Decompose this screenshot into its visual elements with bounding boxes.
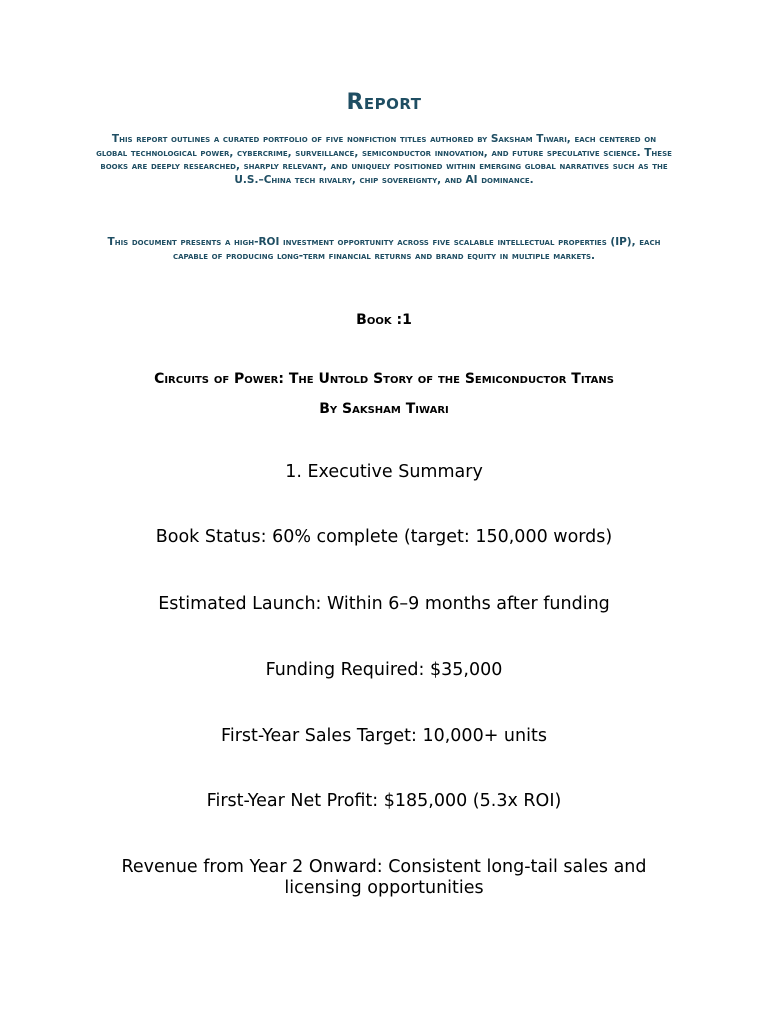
intro-paragraph-investment: This document presents a high-ROI investment opportunity across five scalable intellectual properties (IP), each capable of producing long-term financial returns and brand equity in multiple markets. (107, 236, 661, 262)
book-author-heading: By Saksham Tiwari (319, 401, 449, 417)
book-title-heading: Circuits of Power: The Untold Story of the Semiconductor Titans (154, 371, 614, 387)
summary-item-funding-required: Funding Required: $35,000 (265, 660, 503, 680)
book-number-heading: Book :1 (356, 312, 412, 328)
summary-item-revenue-year-2: Revenue from Year 2 Onward: Consistent long-tail sales and licensing opportunities (121, 857, 647, 898)
summary-item-book-status: Book Status: 60% complete (target: 150,000 words) (155, 527, 613, 547)
report-title: Report (346, 90, 422, 115)
intro-paragraph-portfolio: This report outlines a curated portfolio of five nonfiction titles authored by Saksham Tiwari, each centered on global technological power, cybercrime, surveillance, semiconductor innovation, and future speculative science. These books are deeply researched, sharply relevant, and uniquely positioned within emerging global narratives such as the U.S.–China tech rivalry, chip sovereignty, and AI dominance. (96, 133, 672, 187)
summary-item-net-profit: First-Year Net Profit: $185,000 (5.3x ROI) (206, 791, 562, 811)
summary-item-estimated-launch: Estimated Launch: Within 6–9 months after funding (158, 594, 610, 614)
summary-item-sales-target: First-Year Sales Target: 10,000+ units (221, 726, 547, 746)
executive-summary-heading: 1. Executive Summary (285, 462, 483, 482)
